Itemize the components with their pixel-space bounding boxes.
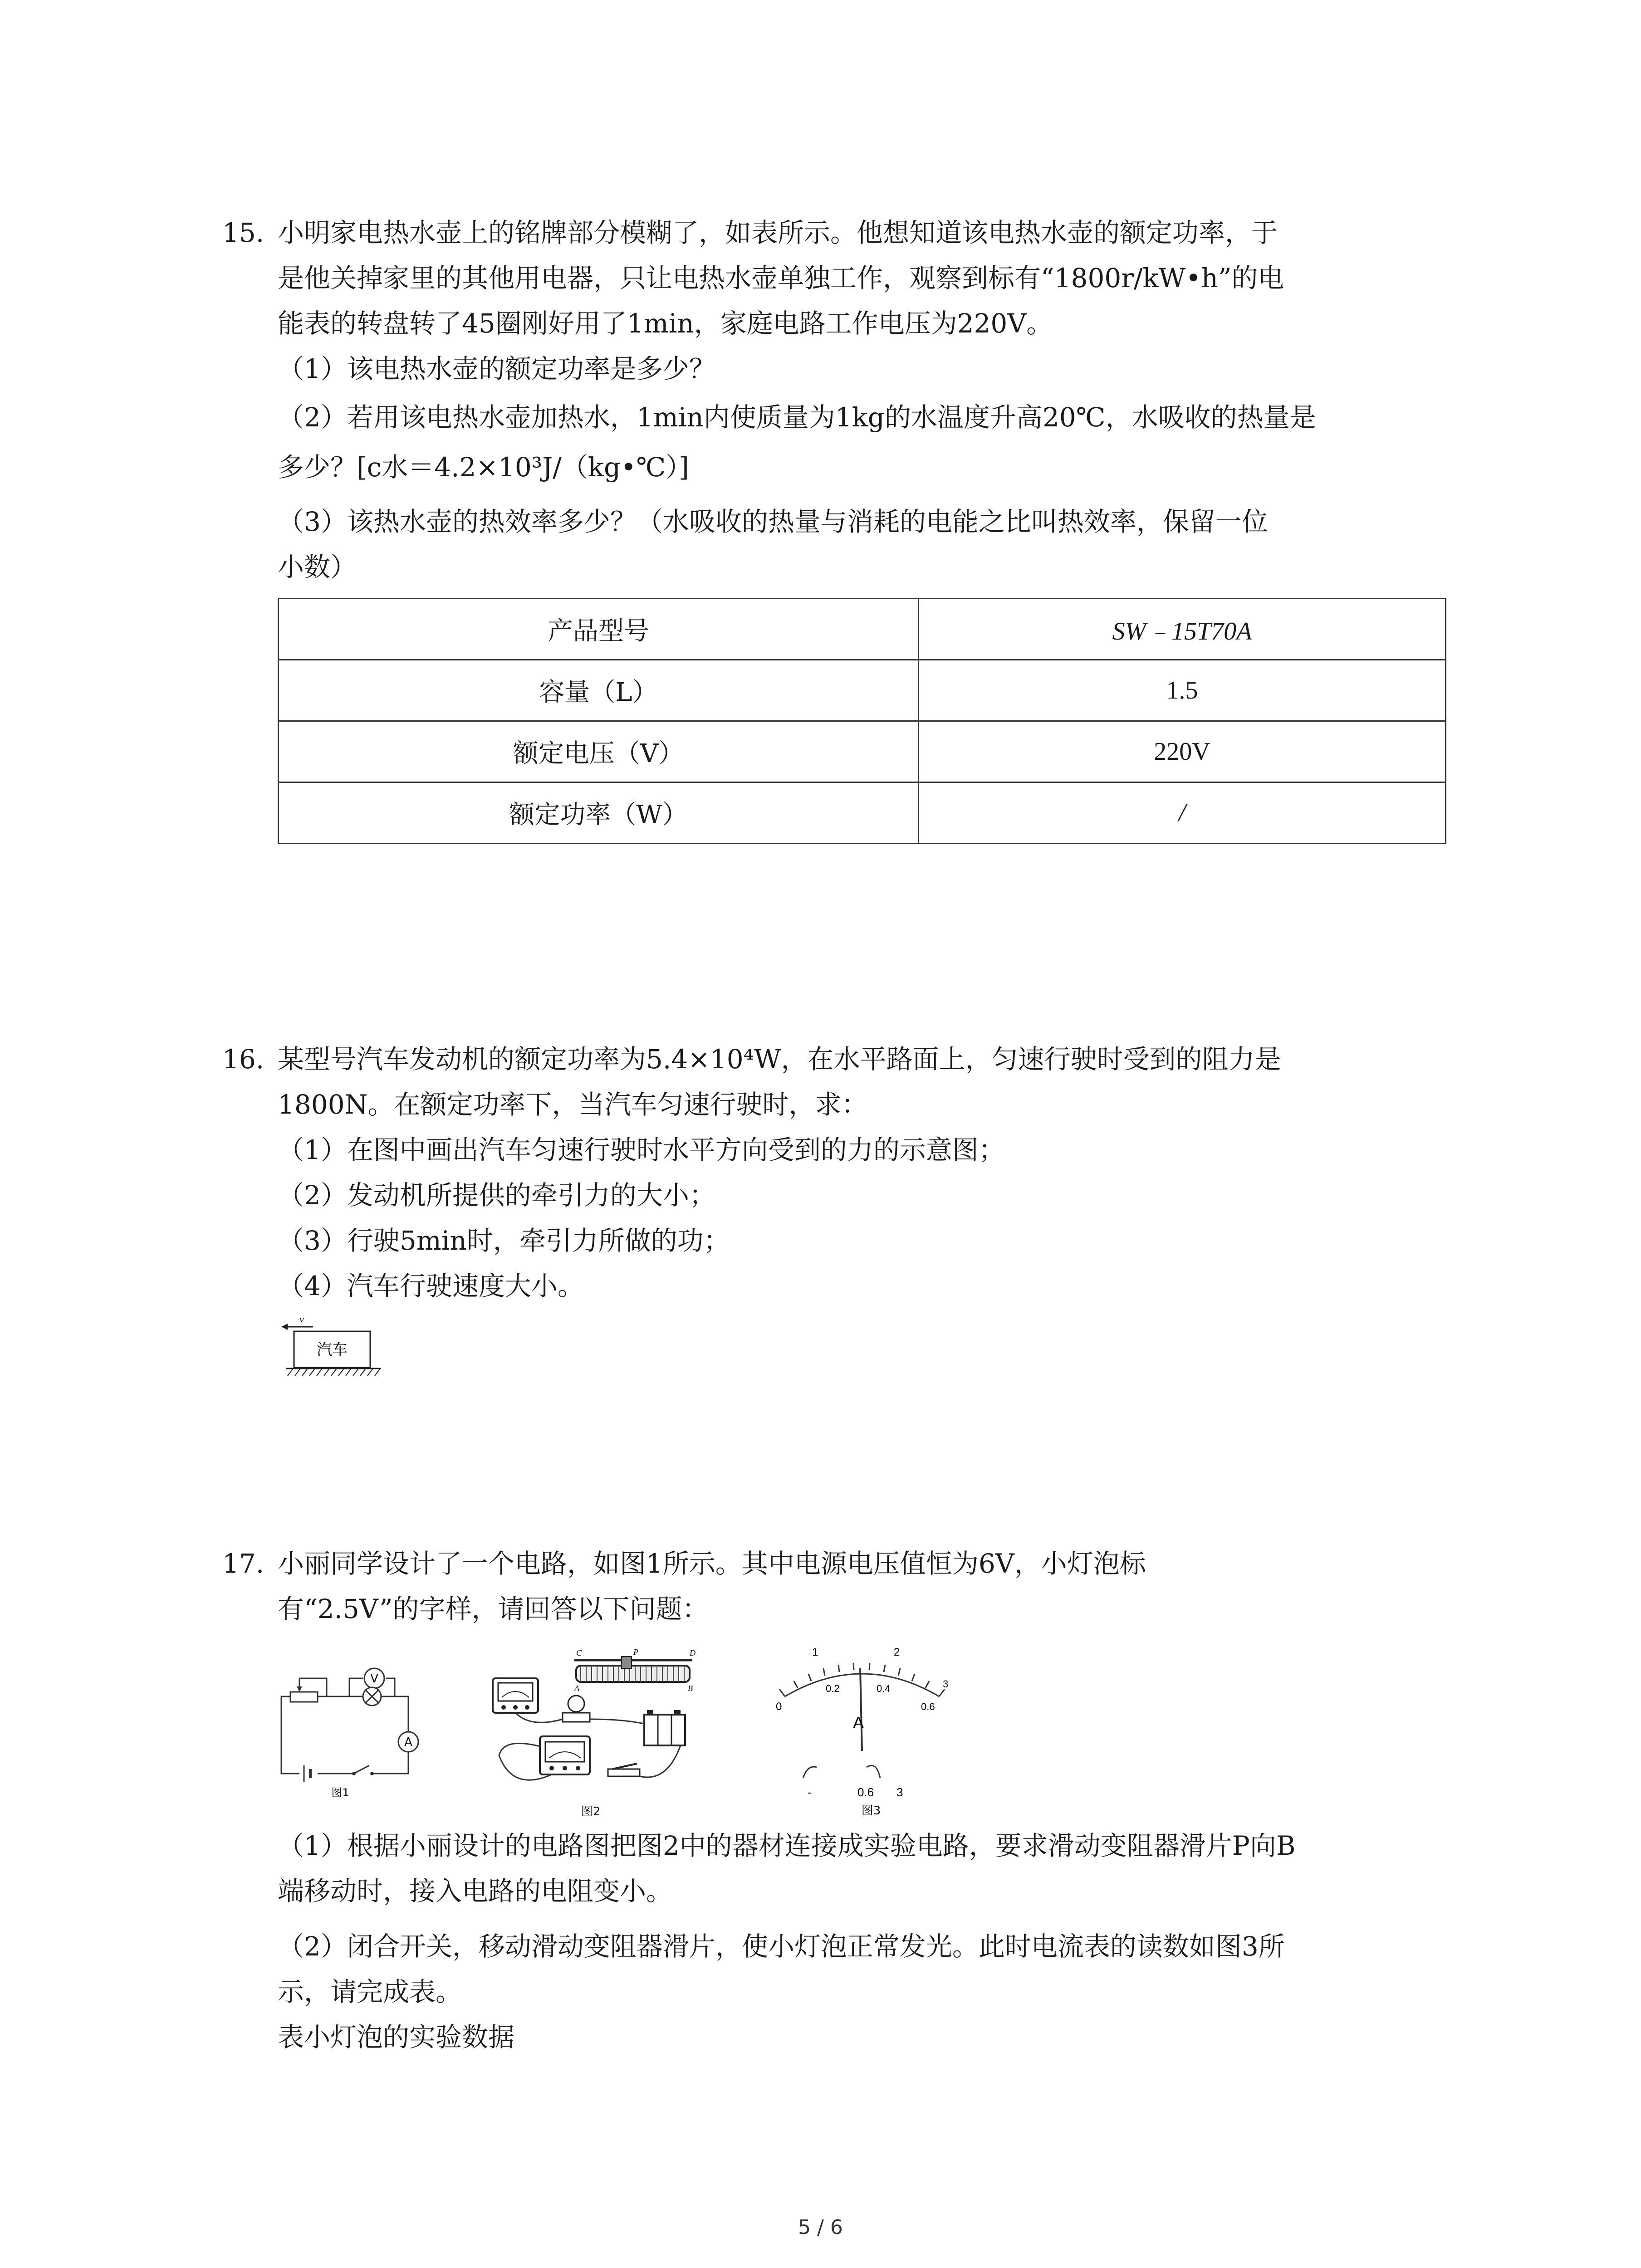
terminal-neg: - [808, 1785, 812, 1799]
table-row [279, 660, 1446, 721]
q15-line2: 是他关掉家里的其他用电器，只让电热水壶单独工作，观察到标有“1800r/kW•h”的电 [278, 263, 1284, 293]
switch-symbol [354, 1765, 369, 1774]
q16-line1: 某型号汽车发动机的额定功率为5.4×10⁴W，在水平路面上，匀速行驶时受到的阻力是 [278, 1044, 1281, 1075]
dial-ticks [779, 1663, 945, 1696]
rheostat-symbol [290, 1692, 318, 1702]
q17-sub1b: 端移动时，接入电路的电阻变小。 [278, 1876, 673, 1906]
dial-top-1: 1 [812, 1646, 818, 1658]
table-row [279, 599, 1446, 660]
table-cell: 额定功率（W） [279, 782, 919, 844]
q16-sub2: （2）发动机所提供的牵引力的大小； [278, 1180, 715, 1211]
q16-line2: 1800N。在额定功率下，当汽车匀速行驶时，求： [278, 1089, 868, 1120]
table-cell: 1.5 [919, 660, 1446, 721]
velocity-label: v [299, 1313, 304, 1325]
rheostat-c-label: C [576, 1648, 582, 1657]
q15-sub1: （1）该电热水壶的额定功率是多少？ [278, 353, 715, 384]
dial-top-2: 2 [894, 1646, 900, 1658]
table-cell: 220V [919, 721, 1446, 782]
voltmeter-device [493, 1678, 538, 1713]
q17-sub3: 表小灯泡的实验数据 [278, 2022, 515, 2053]
fig3-label: 图3 [861, 1804, 881, 1818]
terminal-neg-icon [803, 1767, 817, 1778]
table-cell: 额定电压（V） [279, 721, 919, 782]
q15-sub2a: （2）若用该电热水壶加热水，1min内使质量为1kg的水温度升高20℃，水吸收的热量是 [278, 402, 1316, 433]
dial-needle [860, 1668, 862, 1751]
q17-sub2b: 示，请完成表。 [278, 1976, 462, 2007]
voltmeter-label: V [370, 1672, 378, 1686]
q16-number: 16. [222, 1044, 265, 1075]
q17-line2: 有“2.5V”的字样，请回答以下问题： [278, 1593, 709, 1624]
table-cell: 产品型号 [279, 599, 919, 660]
rheostat-d-label: D [690, 1648, 696, 1657]
ammeter-device [540, 1736, 590, 1774]
q16-sub3: （3）行驶5min时，牵引力所做的功； [278, 1225, 730, 1256]
table-row [279, 782, 1446, 844]
table-cell: / [919, 782, 1446, 844]
terminal-3: 3 [896, 1785, 903, 1799]
arrow-head-icon [281, 1324, 288, 1330]
terminal-06-icon [867, 1765, 880, 1778]
rheostat-device [574, 1647, 696, 1693]
dial-scale-02: 0.2 [826, 1683, 840, 1694]
q17-line1: 小丽同学设计了一个电路，如图1所示。其中电源电压值恒为6V，小灯泡标 [278, 1548, 1146, 1579]
circuit-diagram-fig1 [272, 1660, 445, 1801]
switch-device [608, 1764, 640, 1776]
battery-device [644, 1710, 685, 1745]
car-figure [281, 1313, 390, 1395]
dial-scale-04: 0.4 [877, 1683, 891, 1694]
ammeter-dial-fig3 [758, 1642, 966, 1823]
table-cell: 容量（L） [279, 660, 919, 721]
q15-sub3a: （3）该热水壶的热效率多少？（水吸收的热量与消耗的电能之比叫热效率，保留一位 [278, 506, 1268, 537]
fig1-label: 图1 [331, 1786, 349, 1799]
dial-scale-06: 0.6 [921, 1701, 935, 1712]
q16-sub4: （4）汽车行驶速度大小。 [278, 1271, 584, 1301]
rheostat-p-label: P [633, 1647, 638, 1657]
equipment-fig2 [485, 1647, 721, 1819]
q17-number: 17. [222, 1548, 265, 1579]
q16-sub1: （1）在图中画出汽车匀速行驶时水平方向受到的力的示意图； [278, 1134, 1005, 1165]
dial-unit-label: A [853, 1713, 864, 1732]
q15-line1: 小明家电热水壶上的铭牌部分模糊了，如表所示。他想知道该电热水壶的额定功率，于 [278, 217, 1278, 248]
rheostat-a-label: A [574, 1684, 579, 1693]
lamp-device [563, 1696, 590, 1722]
fig2-label: 图2 [581, 1805, 601, 1818]
q15-number: 15. [222, 217, 265, 248]
table-cell: SW﹣15T70A [919, 599, 1446, 660]
q17-sub2a: （2）闭合开关，移动滑动变阻器滑片，使小灯泡正常发光。此时电流表的读数如图3所 [278, 1931, 1285, 1962]
ground-hatch [288, 1369, 380, 1376]
nameplate-table [278, 598, 1446, 844]
q15-line3: 能表的转盘转了45圈刚好用了1min，家庭电路工作电压为220V。 [278, 308, 1053, 339]
ammeter-label: A [404, 1735, 412, 1749]
dial-scale-3: 3 [943, 1678, 949, 1690]
dial-arc [785, 1674, 939, 1696]
table-row [279, 721, 1446, 782]
rheostat-b-label: B [688, 1684, 693, 1693]
dial-scale-0: 0 [776, 1701, 782, 1713]
q17-sub1a: （1）根据小丽设计的电路图把图2中的器材连接成实验电路，要求滑动变阻器滑片P向B [278, 1830, 1296, 1861]
q15-sub2b: 多少？[c水＝4.2×10³J/（kg•℃）] [278, 452, 689, 483]
terminal-06: 0.6 [857, 1785, 874, 1799]
car-label: 汽车 [317, 1341, 348, 1359]
page-number: 5 / 6 [798, 2216, 843, 2239]
q15-sub3b: 小数） [278, 552, 357, 582]
